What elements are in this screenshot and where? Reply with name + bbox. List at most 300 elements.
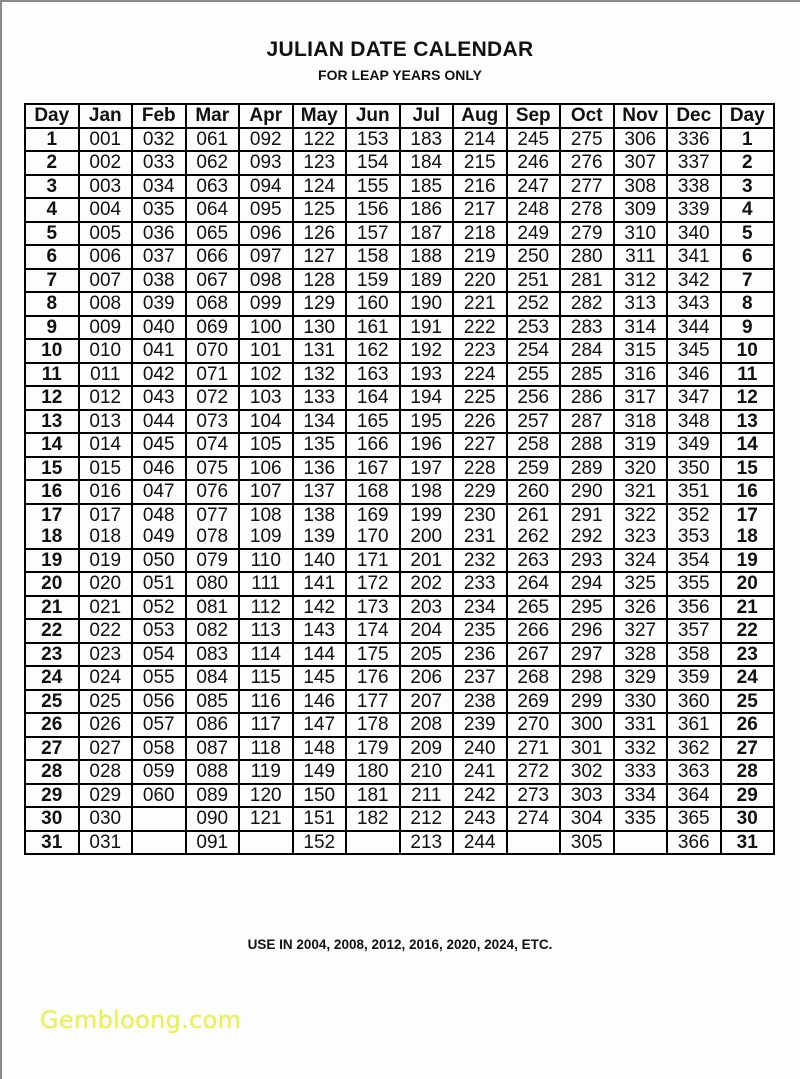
julian-day-cell: 122 [293,128,347,152]
julian-day-cell: 249 [507,222,561,246]
column-header-apr: Apr [239,104,293,128]
julian-day-cell: 337 [667,151,721,175]
julian-day-cell: 102 [239,363,293,387]
column-header-may: May [293,104,347,128]
julian-day-cell: 255 [507,363,561,387]
julian-day-cell: 214 [453,128,507,152]
julian-day-cell: 117 [239,713,293,737]
julian-day-cell: 118 [239,737,293,761]
julian-day-cell: 099 [239,292,293,316]
day-number-cell: 21 [721,596,775,620]
julian-day-cell: 271 [507,737,561,761]
julian-day-cell: 352 [667,504,721,527]
day-number-cell: 23 [25,643,79,667]
day-number-cell: 14 [721,433,775,457]
table-row [25,363,774,387]
julian-day-cell: 060 [132,784,186,808]
julian-day-cell: 269 [507,690,561,714]
julian-day-cell: 263 [507,549,561,573]
julian-day-cell: 284 [560,339,614,363]
julian-day-cell: 218 [453,222,507,246]
julian-day-cell: 364 [667,784,721,808]
julian-day-cell: 297 [560,643,614,667]
julian-day-cell: 062 [186,151,240,175]
day-number-cell: 30 [25,807,79,831]
julian-day-cell: 091 [186,831,240,855]
julian-day-cell: 072 [186,386,240,410]
julian-day-cell: 159 [346,269,400,293]
julian-date-table [24,103,775,855]
julian-day-cell: 314 [614,316,668,340]
julian-day-cell: 201 [400,549,454,573]
julian-day-cell: 260 [507,480,561,504]
julian-day-cell: 073 [186,410,240,434]
julian-day-cell: 188 [400,245,454,269]
julian-day-cell: 212 [400,807,454,831]
julian-day-cell [507,831,561,855]
julian-day-cell: 103 [239,386,293,410]
julian-day-cell: 152 [293,831,347,855]
julian-day-cell: 259 [507,457,561,481]
julian-day-cell: 285 [560,363,614,387]
day-number-cell: 15 [25,457,79,481]
julian-day-cell: 354 [667,549,721,573]
day-number-cell: 23 [721,643,775,667]
day-number-cell: 31 [25,831,79,855]
julian-day-cell: 318 [614,410,668,434]
julian-day-cell: 097 [239,245,293,269]
julian-day-cell: 242 [453,784,507,808]
julian-day-cell: 007 [79,269,133,293]
julian-day-cell: 178 [346,713,400,737]
julian-day-cell: 228 [453,457,507,481]
julian-day-cell: 292 [560,526,614,549]
julian-day-cell: 110 [239,549,293,573]
julian-day-cell: 160 [346,292,400,316]
julian-day-cell: 089 [186,784,240,808]
julian-day-cell: 293 [560,549,614,573]
table-row [25,128,774,152]
julian-day-cell: 350 [667,457,721,481]
julian-day-cell: 191 [400,316,454,340]
julian-day-cell: 273 [507,784,561,808]
julian-day-cell: 237 [453,666,507,690]
table-row [25,386,774,410]
julian-day-cell: 223 [453,339,507,363]
julian-day-cell: 325 [614,572,668,596]
julian-day-cell: 357 [667,619,721,643]
julian-day-cell: 234 [453,596,507,620]
day-number-cell: 28 [721,760,775,784]
julian-day-cell: 307 [614,151,668,175]
table-row [25,807,774,831]
julian-day-cell: 227 [453,433,507,457]
usage-note: USE IN 2004, 2008, 2012, 2016, 2020, 2024, ETC. [247,937,553,952]
julian-day-cell: 358 [667,643,721,667]
julian-day-cell: 302 [560,760,614,784]
julian-day-cell: 221 [453,292,507,316]
table-row [25,526,774,549]
julian-day-cell: 343 [667,292,721,316]
julian-day-cell: 257 [507,410,561,434]
julian-day-cell: 012 [79,386,133,410]
julian-day-cell: 303 [560,784,614,808]
julian-day-cell: 128 [293,269,347,293]
julian-day-cell: 033 [132,151,186,175]
julian-day-cell: 179 [346,737,400,761]
julian-day-cell: 123 [293,151,347,175]
julian-day-cell [614,831,668,855]
julian-day-cell: 177 [346,690,400,714]
julian-day-cell: 244 [453,831,507,855]
julian-day-cell: 022 [79,619,133,643]
julian-day-cell: 270 [507,713,561,737]
julian-day-cell: 308 [614,175,668,199]
day-number-cell: 25 [721,690,775,714]
julian-day-cell: 332 [614,737,668,761]
julian-day-cell: 241 [453,760,507,784]
julian-day-cell: 141 [293,572,347,596]
day-number-cell: 11 [721,363,775,387]
julian-day-cell: 361 [667,713,721,737]
julian-day-cell: 115 [239,666,293,690]
julian-day-cell: 139 [293,526,347,549]
julian-day-cell: 272 [507,760,561,784]
julian-day-cell: 114 [239,643,293,667]
day-number-cell: 18 [721,526,775,549]
day-number-cell: 7 [721,269,775,293]
julian-day-cell: 029 [79,784,133,808]
julian-day-cell: 230 [453,504,507,527]
julian-day-cell: 038 [132,269,186,293]
julian-day-cell: 198 [400,480,454,504]
table-row [25,549,774,573]
day-number-cell: 13 [25,410,79,434]
julian-day-cell: 203 [400,596,454,620]
julian-day-cell: 002 [79,151,133,175]
page-subtitle: FOR LEAP YEARS ONLY [318,67,482,83]
julian-day-cell: 326 [614,596,668,620]
julian-day-cell: 172 [346,572,400,596]
julian-day-cell: 328 [614,643,668,667]
julian-day-cell: 043 [132,386,186,410]
julian-day-cell: 092 [239,128,293,152]
julian-day-cell: 256 [507,386,561,410]
table-row [25,175,774,199]
julian-day-cell: 021 [79,596,133,620]
julian-day-cell: 176 [346,666,400,690]
julian-day-cell: 258 [507,433,561,457]
julian-day-cell: 345 [667,339,721,363]
julian-day-cell: 225 [453,386,507,410]
day-number-cell: 22 [25,619,79,643]
julian-day-cell: 322 [614,504,668,527]
julian-day-cell: 131 [293,339,347,363]
julian-day-cell: 017 [79,504,133,527]
julian-day-cell: 252 [507,292,561,316]
julian-day-cell: 313 [614,292,668,316]
julian-day-cell: 282 [560,292,614,316]
julian-day-cell: 331 [614,713,668,737]
julian-day-cell: 251 [507,269,561,293]
julian-day-cell: 126 [293,222,347,246]
day-number-cell: 10 [25,339,79,363]
julian-day-cell: 058 [132,737,186,761]
julian-day-cell: 279 [560,222,614,246]
day-number-cell: 10 [721,339,775,363]
column-header-day-right: Day [721,104,775,128]
julian-day-cell: 267 [507,643,561,667]
day-number-cell: 1 [25,128,79,152]
julian-day-cell: 151 [293,807,347,831]
julian-day-cell: 001 [79,128,133,152]
julian-day-cell: 347 [667,386,721,410]
julian-day-cell: 155 [346,175,400,199]
julian-day-cell: 208 [400,713,454,737]
julian-day-cell: 296 [560,619,614,643]
julian-day-cell: 169 [346,504,400,527]
julian-day-cell: 304 [560,807,614,831]
julian-day-cell: 321 [614,480,668,504]
julian-day-cell: 181 [346,784,400,808]
day-number-cell: 11 [25,363,79,387]
day-number-cell: 20 [25,572,79,596]
julian-day-cell: 265 [507,596,561,620]
table-row [25,690,774,714]
day-number-cell: 1 [721,128,775,152]
julian-day-cell: 127 [293,245,347,269]
page-border-top [0,0,800,2]
julian-day-cell: 158 [346,245,400,269]
day-number-cell: 22 [721,619,775,643]
julian-day-cell: 014 [79,433,133,457]
julian-day-cell: 104 [239,410,293,434]
julian-day-cell: 085 [186,690,240,714]
day-number-cell: 24 [721,666,775,690]
julian-day-cell: 315 [614,339,668,363]
table-row [25,784,774,808]
day-number-cell: 30 [721,807,775,831]
julian-day-cell: 291 [560,504,614,527]
table-row [25,760,774,784]
table-row [25,504,774,527]
julian-day-cell: 032 [132,128,186,152]
julian-day-cell: 196 [400,433,454,457]
day-number-cell: 27 [25,737,79,761]
day-number-cell: 31 [721,831,775,855]
julian-day-cell: 076 [186,480,240,504]
column-header-nov: Nov [614,104,668,128]
julian-day-cell: 082 [186,619,240,643]
julian-day-cell: 281 [560,269,614,293]
julian-day-cell: 036 [132,222,186,246]
julian-day-cell: 170 [346,526,400,549]
page-border-left [0,0,2,1079]
julian-day-cell: 108 [239,504,293,527]
julian-day-cell: 111 [239,572,293,596]
julian-day-cell: 093 [239,151,293,175]
julian-day-cell: 048 [132,504,186,527]
day-number-cell: 13 [721,410,775,434]
julian-day-cell: 268 [507,666,561,690]
table-row [25,713,774,737]
julian-day-cell: 264 [507,572,561,596]
day-number-cell: 26 [721,713,775,737]
julian-day-cell: 015 [79,457,133,481]
julian-day-cell: 226 [453,410,507,434]
julian-day-cell: 124 [293,175,347,199]
day-number-cell: 15 [721,457,775,481]
julian-day-cell: 081 [186,596,240,620]
day-number-cell: 25 [25,690,79,714]
julian-day-cell: 042 [132,363,186,387]
julian-day-cell: 243 [453,807,507,831]
julian-day-cell: 065 [186,222,240,246]
julian-day-cell: 039 [132,292,186,316]
julian-day-cell: 096 [239,222,293,246]
julian-day-cell: 059 [132,760,186,784]
julian-day-cell: 079 [186,549,240,573]
julian-day-cell: 289 [560,457,614,481]
julian-day-cell: 024 [79,666,133,690]
julian-day-cell: 324 [614,549,668,573]
julian-day-cell: 006 [79,245,133,269]
julian-day-cell: 168 [346,480,400,504]
table-row [25,410,774,434]
table-row [25,222,774,246]
julian-day-cell: 333 [614,760,668,784]
julian-day-cell: 030 [79,807,133,831]
julian-day-cell: 047 [132,480,186,504]
julian-day-cell: 153 [346,128,400,152]
julian-day-cell: 100 [239,316,293,340]
julian-day-cell: 069 [186,316,240,340]
julian-day-cell: 366 [667,831,721,855]
table-row [25,292,774,316]
table-row [25,269,774,293]
julian-day-cell: 107 [239,480,293,504]
julian-day-cell: 088 [186,760,240,784]
julian-day-cell: 023 [79,643,133,667]
julian-day-cell: 288 [560,433,614,457]
julian-day-cell: 262 [507,526,561,549]
julian-day-cell: 207 [400,690,454,714]
julian-day-cell: 360 [667,690,721,714]
julian-day-cell: 143 [293,619,347,643]
julian-day-cell: 066 [186,245,240,269]
day-number-cell: 3 [721,175,775,199]
julian-day-cell: 213 [400,831,454,855]
julian-day-cell: 125 [293,198,347,222]
julian-day-cell: 238 [453,690,507,714]
julian-day-cell: 248 [507,198,561,222]
julian-day-cell: 077 [186,504,240,527]
julian-day-cell: 056 [132,690,186,714]
julian-day-cell: 067 [186,269,240,293]
julian-day-cell: 074 [186,433,240,457]
julian-day-cell: 144 [293,643,347,667]
julian-day-cell: 084 [186,666,240,690]
julian-day-cell: 146 [293,690,347,714]
julian-day-cell: 277 [560,175,614,199]
julian-day-cell: 105 [239,433,293,457]
julian-day-cell: 035 [132,198,186,222]
julian-day-cell: 142 [293,596,347,620]
julian-day-cell: 078 [186,526,240,549]
julian-day-cell: 327 [614,619,668,643]
day-number-cell: 8 [25,292,79,316]
julian-day-cell: 164 [346,386,400,410]
julian-day-cell: 016 [79,480,133,504]
julian-day-cell: 068 [186,292,240,316]
julian-day-cell: 018 [79,526,133,549]
julian-day-cell: 166 [346,433,400,457]
julian-day-cell: 061 [186,128,240,152]
julian-day-cell: 134 [293,410,347,434]
julian-day-cell: 106 [239,457,293,481]
julian-day-cell: 005 [79,222,133,246]
julian-day-cell: 220 [453,269,507,293]
page-title: JULIAN DATE CALENDAR [266,38,534,61]
julian-day-cell: 026 [79,713,133,737]
julian-day-cell: 145 [293,666,347,690]
julian-day-cell: 057 [132,713,186,737]
julian-day-cell: 011 [79,363,133,387]
julian-day-cell: 204 [400,619,454,643]
julian-day-cell: 171 [346,549,400,573]
julian-day-cell: 148 [293,737,347,761]
table-row [25,666,774,690]
julian-day-cell: 211 [400,784,454,808]
julian-day-cell: 149 [293,760,347,784]
julian-day-cell: 341 [667,245,721,269]
julian-day-cell: 003 [79,175,133,199]
julian-day-cell: 274 [507,807,561,831]
julian-day-cell: 167 [346,457,400,481]
julian-day-cell: 045 [132,433,186,457]
julian-day-cell: 147 [293,713,347,737]
julian-day-cell: 075 [186,457,240,481]
day-number-cell: 5 [721,222,775,246]
julian-day-cell: 028 [79,760,133,784]
julian-day-cell: 041 [132,339,186,363]
julian-day-cell: 154 [346,151,400,175]
julian-day-cell: 051 [132,572,186,596]
julian-day-cell: 135 [293,433,347,457]
julian-day-cell: 362 [667,737,721,761]
julian-day-cell: 187 [400,222,454,246]
julian-day-cell: 323 [614,526,668,549]
julian-day-cell: 355 [667,572,721,596]
julian-day-cell: 182 [346,807,400,831]
julian-day-cell: 054 [132,643,186,667]
julian-day-cell: 174 [346,619,400,643]
julian-day-cell: 290 [560,480,614,504]
julian-day-cell: 202 [400,572,454,596]
julian-day-cell: 161 [346,316,400,340]
day-number-cell: 27 [721,737,775,761]
julian-day-cell: 180 [346,760,400,784]
day-number-cell: 16 [25,480,79,504]
day-number-cell: 17 [25,504,79,527]
julian-day-cell: 184 [400,151,454,175]
julian-day-cell: 009 [79,316,133,340]
julian-day-cell: 283 [560,316,614,340]
table-row [25,480,774,504]
julian-day-cell: 140 [293,549,347,573]
julian-day-cell: 034 [132,175,186,199]
julian-day-cell: 310 [614,222,668,246]
